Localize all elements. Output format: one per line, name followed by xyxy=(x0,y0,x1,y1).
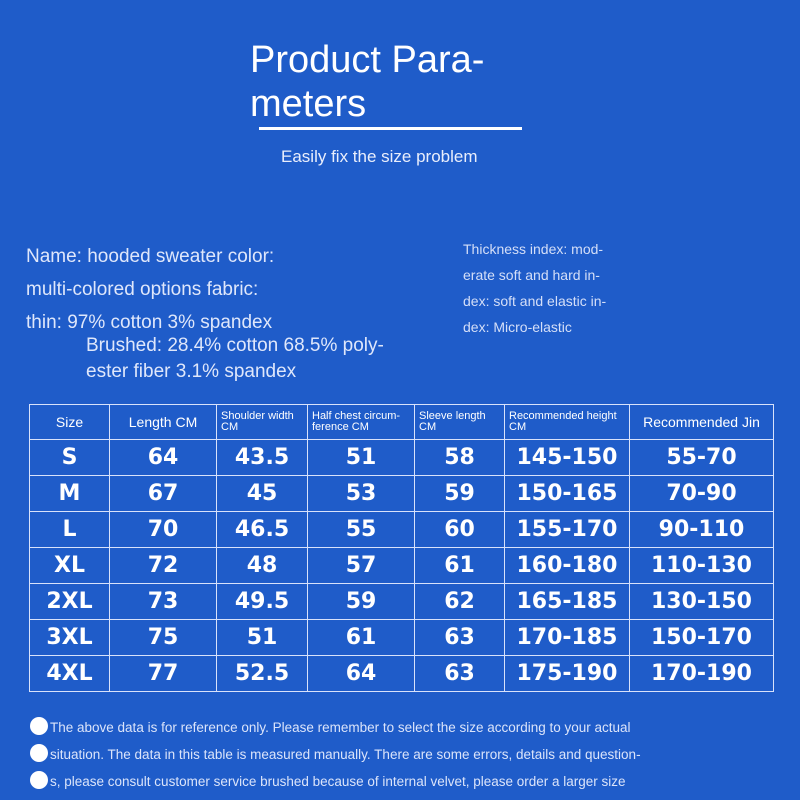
note-text: situation. The data in this table is measured manually. There are some errors, details and question- xyxy=(50,747,641,762)
cell-weight: 90-110 xyxy=(630,512,774,548)
cell-shoulder: 43.5 xyxy=(217,440,308,476)
cell-size: L xyxy=(30,512,110,548)
column-header-sleeve: Sleeve length CM xyxy=(415,405,505,440)
cell-weight: 110-130 xyxy=(630,548,774,584)
cell-chest: 64 xyxy=(308,656,415,692)
cell-height: 170-185 xyxy=(505,620,630,656)
cell-shoulder: 49.5 xyxy=(217,584,308,620)
bullet-circle-icon xyxy=(30,717,48,735)
cell-height: 175-190 xyxy=(505,656,630,692)
cell-chest: 61 xyxy=(308,620,415,656)
table-header-row xyxy=(30,405,774,440)
disclaimer-notes xyxy=(30,714,790,795)
cell-sleeve: 58 xyxy=(415,440,505,476)
cell-weight: 70-90 xyxy=(630,476,774,512)
spec-line: multi-colored options fabric: xyxy=(26,279,259,300)
cell-length: 64 xyxy=(110,440,217,476)
cell-length: 70 xyxy=(110,512,217,548)
cell-weight: 55-70 xyxy=(630,440,774,476)
cell-sleeve: 59 xyxy=(415,476,505,512)
column-header-length: Length CM xyxy=(110,405,217,440)
bullet-circle-icon xyxy=(30,771,48,789)
cell-weight: 150-170 xyxy=(630,620,774,656)
cell-shoulder: 48 xyxy=(217,548,308,584)
cell-chest: 53 xyxy=(308,476,415,512)
table-row xyxy=(30,512,774,548)
cell-length: 72 xyxy=(110,548,217,584)
cell-shoulder: 46.5 xyxy=(217,512,308,548)
note-text: The above data is for reference only. Please remember to select the size according to your actual xyxy=(50,720,631,735)
cell-weight: 170-190 xyxy=(630,656,774,692)
table-row xyxy=(30,476,774,512)
brushed-fabric-spec: Brushed: 28.4% cotton 68.5% poly-ester fiber 3.1% spandex xyxy=(86,335,384,382)
page-subtitle: Easily fix the size problem xyxy=(281,147,478,166)
cell-chest: 55 xyxy=(308,512,415,548)
column-header-size: Size xyxy=(30,405,110,440)
cell-size: S xyxy=(30,440,110,476)
note-text: s, please consult customer service brushed because of internal velvet, please order a larger size xyxy=(50,774,626,789)
cell-shoulder: 52.5 xyxy=(217,656,308,692)
cell-sleeve: 61 xyxy=(415,548,505,584)
cell-length: 73 xyxy=(110,584,217,620)
note-item xyxy=(30,768,790,795)
cell-size: M xyxy=(30,476,110,512)
cell-length: 75 xyxy=(110,620,217,656)
cell-chest: 57 xyxy=(308,548,415,584)
size-chart-table xyxy=(29,404,774,692)
product-spec-list xyxy=(26,240,274,339)
cell-size: 4XL xyxy=(30,656,110,692)
spec-line: Name: hooded sweater color: xyxy=(26,246,275,267)
bullet-circle-icon xyxy=(30,744,48,762)
cell-weight: 130-150 xyxy=(630,584,774,620)
column-header-chest: Half chest circum-ference CM xyxy=(308,405,415,440)
column-header-height: Recommended height CM xyxy=(505,405,630,440)
cell-shoulder: 45 xyxy=(217,476,308,512)
cell-sleeve: 62 xyxy=(415,584,505,620)
table-row xyxy=(30,584,774,620)
spec-line: thin: 97% cotton 3% spandex xyxy=(26,312,273,333)
cell-height: 145-150 xyxy=(505,440,630,476)
cell-chest: 51 xyxy=(308,440,415,476)
cell-sleeve: 63 xyxy=(415,656,505,692)
table-row xyxy=(30,656,774,692)
cell-shoulder: 51 xyxy=(217,620,308,656)
column-header-weight: Recommended Jin xyxy=(630,405,774,440)
note-item xyxy=(30,741,790,768)
thickness-index: Thickness index: mod-erate soft and hard in-dex: soft and elastic in-dex: Micro-elastic xyxy=(463,241,607,335)
note-item xyxy=(30,714,790,741)
cell-size: 3XL xyxy=(30,620,110,656)
table-row xyxy=(30,440,774,476)
page-title: Product Para- meters xyxy=(250,39,485,125)
cell-length: 67 xyxy=(110,476,217,512)
cell-length: 77 xyxy=(110,656,217,692)
cell-sleeve: 60 xyxy=(415,512,505,548)
column-header-shoulder: Shoulder width CM xyxy=(217,405,308,440)
cell-height: 165-185 xyxy=(505,584,630,620)
cell-size: 2XL xyxy=(30,584,110,620)
cell-height: 160-180 xyxy=(505,548,630,584)
table-row xyxy=(30,620,774,656)
table-row xyxy=(30,548,774,584)
cell-size: XL xyxy=(30,548,110,584)
title-divider xyxy=(259,127,522,130)
cell-height: 150-165 xyxy=(505,476,630,512)
cell-sleeve: 63 xyxy=(415,620,505,656)
cell-height: 155-170 xyxy=(505,512,630,548)
cell-chest: 59 xyxy=(308,584,415,620)
